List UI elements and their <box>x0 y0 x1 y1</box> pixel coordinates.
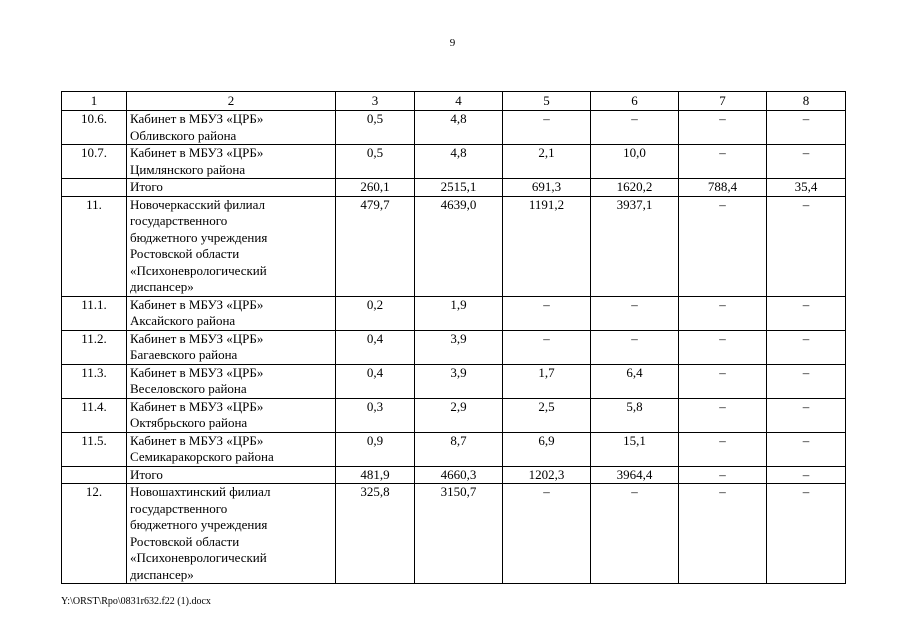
row-name-line: Итого <box>130 466 163 482</box>
cell-value-v8: – <box>767 466 846 484</box>
row-number: 10.7. <box>62 145 127 179</box>
cell-value-v3: 479,7 <box>336 196 415 296</box>
table-header-row <box>62 92 846 111</box>
cell-value-v3: 0,3 <box>336 398 415 432</box>
cell-value-v7: – <box>679 466 767 484</box>
cell-value-v3: 481,9 <box>336 466 415 484</box>
row-name-line: Октябрьского района <box>130 415 248 430</box>
cell-value-v4: 3150,7 <box>415 484 503 584</box>
row-name <box>127 296 336 330</box>
row-number: 11.5. <box>62 432 127 466</box>
data-table <box>61 91 846 584</box>
cell-value-v5: – <box>503 484 591 584</box>
cell-value-v8: – <box>767 398 846 432</box>
cell-value-v3: 0,4 <box>336 364 415 398</box>
table-row <box>62 296 846 330</box>
cell-value-v4: 4660,3 <box>415 466 503 484</box>
row-name-line: Кабинет в МБУЗ «ЦРБ» <box>130 330 264 346</box>
row-number: 11.2. <box>62 330 127 364</box>
cell-value-v8: – <box>767 484 846 584</box>
row-name-line: Багаевского района <box>130 347 238 362</box>
cell-value-v5: 6,9 <box>503 432 591 466</box>
column-header: 3 <box>336 92 415 111</box>
cell-value-v4: 4,8 <box>415 111 503 145</box>
file-path-footer: Y:\ORST\Rpo\0831r632.f22 (1).docx <box>61 596 211 607</box>
cell-value-v6: 3964,4 <box>591 466 679 484</box>
row-name-line: Ростовской области <box>130 246 240 261</box>
row-name-line: Аксайского района <box>130 313 236 328</box>
row-name-line: Кабинет в МБУЗ «ЦРБ» <box>130 296 264 312</box>
row-name-line: Веселовского района <box>130 381 247 396</box>
cell-value-v4: 3,9 <box>415 364 503 398</box>
table-row <box>62 179 846 197</box>
row-name-line: Кабинет в МБУЗ «ЦРБ» <box>130 111 264 126</box>
cell-value-v6: 3937,1 <box>591 196 679 296</box>
cell-value-v3: 0,5 <box>336 111 415 145</box>
cell-value-v5: 691,3 <box>503 179 591 197</box>
table-row <box>62 330 846 364</box>
row-name-line: Обливского района <box>130 127 237 143</box>
row-name-line: бюджетного учреждения <box>130 229 268 245</box>
row-number: 12. <box>62 484 127 584</box>
cell-value-v7: – <box>679 364 767 398</box>
row-number <box>62 179 127 197</box>
row-name-line: Кабинет в МБУЗ «ЦРБ» <box>130 364 264 380</box>
row-number: 11. <box>62 196 127 296</box>
cell-value-v3: 0,4 <box>336 330 415 364</box>
column-header: 8 <box>767 92 846 111</box>
row-name-line: бюджетного учреждения <box>130 517 268 532</box>
cell-value-v3: 0,2 <box>336 296 415 330</box>
column-header: 6 <box>591 92 679 111</box>
cell-value-v5: 1,7 <box>503 364 591 398</box>
row-name <box>127 330 336 364</box>
row-name-line: Цимлянского района <box>130 161 246 177</box>
cell-value-v8: – <box>767 111 846 145</box>
cell-value-v5: – <box>503 330 591 364</box>
table-row <box>62 196 846 296</box>
row-name-line: Семикаракорского района <box>130 449 274 464</box>
page-number: 9 <box>449 37 456 49</box>
column-header: 7 <box>679 92 767 111</box>
cell-value-v4: 3,9 <box>415 330 503 364</box>
row-name-line: диспансер» <box>130 279 194 294</box>
cell-value-v6: – <box>591 484 679 584</box>
table-row <box>62 484 846 584</box>
row-name <box>127 145 336 179</box>
column-header: 1 <box>62 92 127 111</box>
cell-value-v6: – <box>591 111 679 145</box>
cell-value-v6: 15,1 <box>591 432 679 466</box>
row-name-line: Кабинет в МБУЗ «ЦРБ» <box>130 398 264 414</box>
cell-value-v6: 1620,2 <box>591 179 679 197</box>
row-name-line: государственного <box>130 213 228 228</box>
cell-value-v7: – <box>679 484 767 584</box>
table-row <box>62 364 846 398</box>
row-number: 11.3. <box>62 364 127 398</box>
cell-value-v6: 5,8 <box>591 398 679 432</box>
column-header: 2 <box>127 92 336 111</box>
row-name <box>127 179 336 197</box>
cell-value-v6: 6,4 <box>591 364 679 398</box>
row-name <box>127 466 336 484</box>
column-header: 5 <box>503 92 591 111</box>
cell-value-v5: – <box>503 296 591 330</box>
cell-value-v8: – <box>767 196 846 296</box>
cell-value-v5: 1202,3 <box>503 466 591 484</box>
cell-value-v7: – <box>679 398 767 432</box>
row-name <box>127 432 336 466</box>
cell-value-v3: 325,8 <box>336 484 415 584</box>
cell-value-v8: – <box>767 364 846 398</box>
cell-value-v4: 1,9 <box>415 296 503 330</box>
cell-value-v7: – <box>679 111 767 145</box>
row-name-line: диспансер» <box>130 566 194 582</box>
row-name-line: Кабинет в МБУЗ «ЦРБ» <box>130 432 264 448</box>
cell-value-v7: 788,4 <box>679 179 767 197</box>
cell-value-v7: – <box>679 145 767 179</box>
row-name <box>127 484 336 584</box>
cell-value-v7: – <box>679 196 767 296</box>
row-number: 11.1. <box>62 296 127 330</box>
table-row <box>62 466 846 484</box>
cell-value-v7: – <box>679 432 767 466</box>
cell-value-v5: 2,1 <box>503 145 591 179</box>
cell-value-v4: 8,7 <box>415 432 503 466</box>
cell-value-v8: – <box>767 432 846 466</box>
cell-value-v3: 260,1 <box>336 179 415 197</box>
cell-value-v7: – <box>679 330 767 364</box>
cell-value-v4: 2515,1 <box>415 179 503 197</box>
cell-value-v5: – <box>503 111 591 145</box>
row-name <box>127 111 336 145</box>
table-row <box>62 111 846 145</box>
cell-value-v8: 35,4 <box>767 179 846 197</box>
row-name-line: государственного <box>130 500 228 516</box>
table-row <box>62 398 846 432</box>
cell-value-v5: 1191,2 <box>503 196 591 296</box>
row-name-line: «Психоневрологический <box>130 550 267 565</box>
column-header: 4 <box>415 92 503 111</box>
row-number <box>62 466 127 484</box>
row-name <box>127 196 336 296</box>
table-row <box>62 145 846 179</box>
cell-value-v3: 0,5 <box>336 145 415 179</box>
cell-value-v4: 4,8 <box>415 145 503 179</box>
row-name-line: «Психоневрологический <box>130 262 267 278</box>
table-row <box>62 432 846 466</box>
row-number: 11.4. <box>62 398 127 432</box>
row-number: 10.6. <box>62 111 127 145</box>
cell-value-v3: 0,9 <box>336 432 415 466</box>
row-name-line: Новочеркасский филиал <box>130 196 266 212</box>
row-name-line: Ростовской области <box>130 533 240 549</box>
cell-value-v6: – <box>591 330 679 364</box>
cell-value-v8: – <box>767 330 846 364</box>
cell-value-v5: 2,5 <box>503 398 591 432</box>
row-name-line: Кабинет в МБУЗ «ЦРБ» <box>130 145 264 160</box>
cell-value-v8: – <box>767 296 846 330</box>
cell-value-v6: 10,0 <box>591 145 679 179</box>
cell-value-v7: – <box>679 296 767 330</box>
cell-value-v4: 4639,0 <box>415 196 503 296</box>
row-name <box>127 398 336 432</box>
row-name-line: Итого <box>130 179 163 194</box>
cell-value-v6: – <box>591 296 679 330</box>
cell-value-v8: – <box>767 145 846 179</box>
cell-value-v4: 2,9 <box>415 398 503 432</box>
row-name-line: Новошахтинский филиал <box>130 484 271 499</box>
row-name <box>127 364 336 398</box>
